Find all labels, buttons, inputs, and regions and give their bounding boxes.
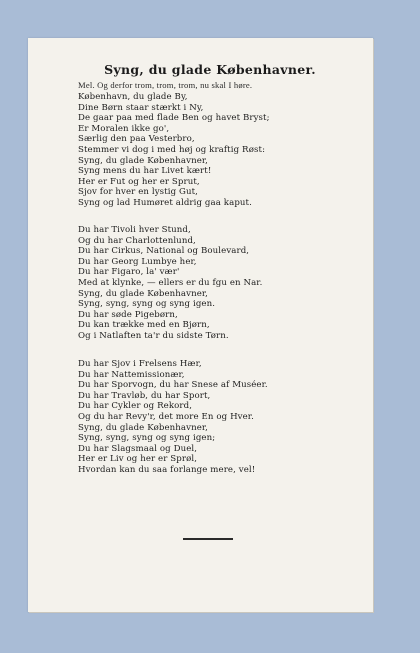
verse-line: København, du glade By, bbox=[78, 92, 188, 102]
verse-line: Og du har Revy'r, det more En og Hver. bbox=[78, 411, 254, 422]
verse-line: Du har Travløb, du har Sport, bbox=[78, 390, 211, 401]
verse-line: Er Moralen ikke go', bbox=[78, 123, 170, 134]
verse-line: Du har Sporvogn, du har Snese af Muséer. bbox=[78, 380, 268, 391]
verse-line: Du har Nattemissionær, bbox=[78, 369, 185, 380]
verse-line: Du har Georg Lumbye her, bbox=[78, 256, 197, 267]
verse-line: Sjov for hver en lystig Gut, bbox=[78, 187, 199, 198]
verse-line: Du har Cirkus, National og Boulevard, bbox=[78, 246, 250, 257]
verse-line: Med at klynke, — ellers er du fgu en Nar. bbox=[78, 277, 263, 288]
verse-line: Særlig den paa Vesterbro, bbox=[78, 134, 195, 145]
verse-line: Syng, du glade Københavner, bbox=[78, 422, 208, 433]
verse-line: Her er Fut og her er Sprut, bbox=[78, 176, 200, 187]
verse-line: Du har Sjov i Frelsens Hær, bbox=[78, 359, 202, 369]
verse-line: Du har Cykler og Rekord, bbox=[78, 401, 193, 412]
verse-line: Stemmer vi dog i med høj og kraftig Røst: bbox=[78, 144, 266, 155]
verse-line: Du kan trække med en Bjørn, bbox=[78, 320, 210, 331]
verse-2 bbox=[78, 225, 262, 342]
verse-1 bbox=[78, 92, 270, 209]
verse-line: De gaar paa med flade Ben og havet Bryst; bbox=[78, 113, 270, 124]
verse-line: Du har Figaro, la' vær' bbox=[78, 267, 180, 278]
verse-line: Du har Slagsmaal og Duel, bbox=[78, 443, 198, 454]
verse-line: Dine Børn staar stærkt i Ny, bbox=[78, 102, 204, 113]
verse-3 bbox=[78, 359, 268, 476]
verse-line: Syng og lad Humøret aldrig gaa kaput. bbox=[78, 197, 252, 208]
verse-line: Syng, du glade Københavner, bbox=[78, 288, 208, 299]
melody-line: Mel. Og derfor trom, trom, trom, nu skal I høre. bbox=[78, 80, 253, 90]
verse-line: Du har søde Pigebørn, bbox=[78, 309, 178, 320]
verse-line: Hvordan kan du saa forlange mere, vel! bbox=[78, 464, 256, 475]
closing-rule bbox=[183, 538, 233, 540]
verse-line: Syng, syng, syng og syng igen; bbox=[78, 433, 216, 444]
verse-line: Syng, du glade Københavner, bbox=[78, 155, 208, 166]
verse-line: Og du har Charlottenlund, bbox=[78, 235, 196, 246]
verse-line: Du har Tivoli hver Stund, bbox=[78, 225, 191, 235]
song-title: Syng, du glade Københavner. bbox=[104, 62, 316, 77]
verse-line: Syng mens du har Livet kært! bbox=[78, 166, 212, 177]
verse-line: Her er Liv og her er Sprøl, bbox=[78, 454, 198, 465]
verse-line: Syng, syng, syng og syng igen. bbox=[78, 299, 216, 310]
verse-line: Og i Natlaften ta'r du sidste Tørn. bbox=[78, 330, 229, 341]
